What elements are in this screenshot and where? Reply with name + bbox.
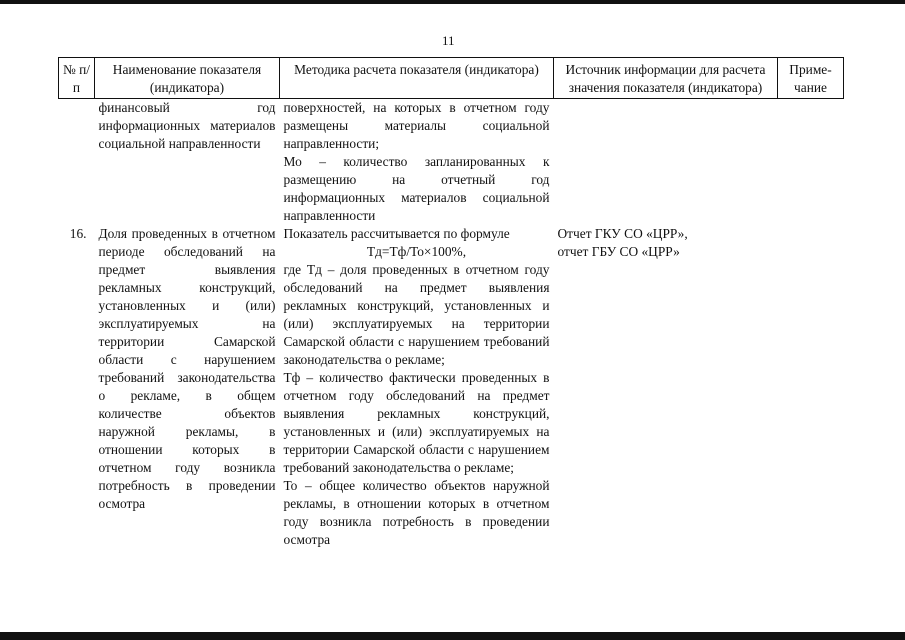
cell-num-empty (59, 99, 95, 226)
header-name: Наименование показателя (индикатора) (95, 58, 280, 99)
table-row-continuation (59, 99, 844, 226)
source-line-2: отчет ГБУ СО «ЦРР» (557, 244, 680, 259)
table-row-16 (59, 225, 844, 549)
method-formula: Тд=Тф/То×100%, (366, 244, 467, 259)
top-border (0, 0, 905, 4)
header-method: Методика расчета показателя (индикатора) (280, 58, 554, 99)
header-source: Источник информации для расчета значения показателя (индикатора) (554, 58, 778, 99)
cell-method-continued (280, 99, 554, 226)
cell-num-16: 16. (69, 226, 87, 241)
cell-name-continued: финансовый год информационных материалов социальной направленности (98, 100, 276, 151)
cell-method-16 (280, 225, 554, 549)
method-intro: Показатель рассчитывается по формуле (283, 226, 510, 241)
method-mo-definition: Мо – количество запланированных к размещению на отчетный год информационных материалов социальной направленности (283, 154, 550, 223)
source-line-1: Отчет ГКУ СО «ЦРР», (557, 226, 688, 241)
method-tf-definition: Тф – количество фактически проведенных в отчетном году обследований на предмет выявления рекламных конструкций, установленных и (или) эксплуатируемых на территории Самарской области с нарушением требований законодательства о рекламе; (283, 370, 550, 475)
cell-name-16: Доля проведенных в отчетном периоде обследований на предмет выявления рекламных конструкций, установленных и (или) эксплуатируемых на территории Самарской области с нарушением требований законодательства о рекламе, в общем количестве объектов наружной рекламы, в отношении которых в отчетном году возникла потребность в проведении осмотра (98, 226, 276, 511)
header-note: Приме-чание (778, 58, 844, 99)
method-to-definition: То – общее количество объектов наружной рекламы, в отношении которых в отчетном году возникла потребность в проведении осмотра (283, 478, 550, 547)
header-num: № п/п (59, 58, 95, 99)
cell-source-16 (554, 225, 778, 549)
table-header-row (59, 58, 844, 99)
bottom-border (0, 632, 905, 640)
method-td-definition: где Тд – доля проведенных в отчетном году обследований на предмет выявления рекламных конструкций, установленных и (или) эксплуатируемых на территории Самарской области с нарушением требований законодательства о рекламе; (283, 262, 550, 367)
cell-note-16 (778, 225, 844, 549)
method-text-continued: поверхностей, на которых в отчетном году размещены материалы социальной направленности; (283, 100, 550, 151)
indicator-table (58, 57, 844, 549)
cell-source-empty (554, 99, 778, 226)
cell-note-empty (778, 99, 844, 226)
page-number: 11 (442, 33, 455, 48)
